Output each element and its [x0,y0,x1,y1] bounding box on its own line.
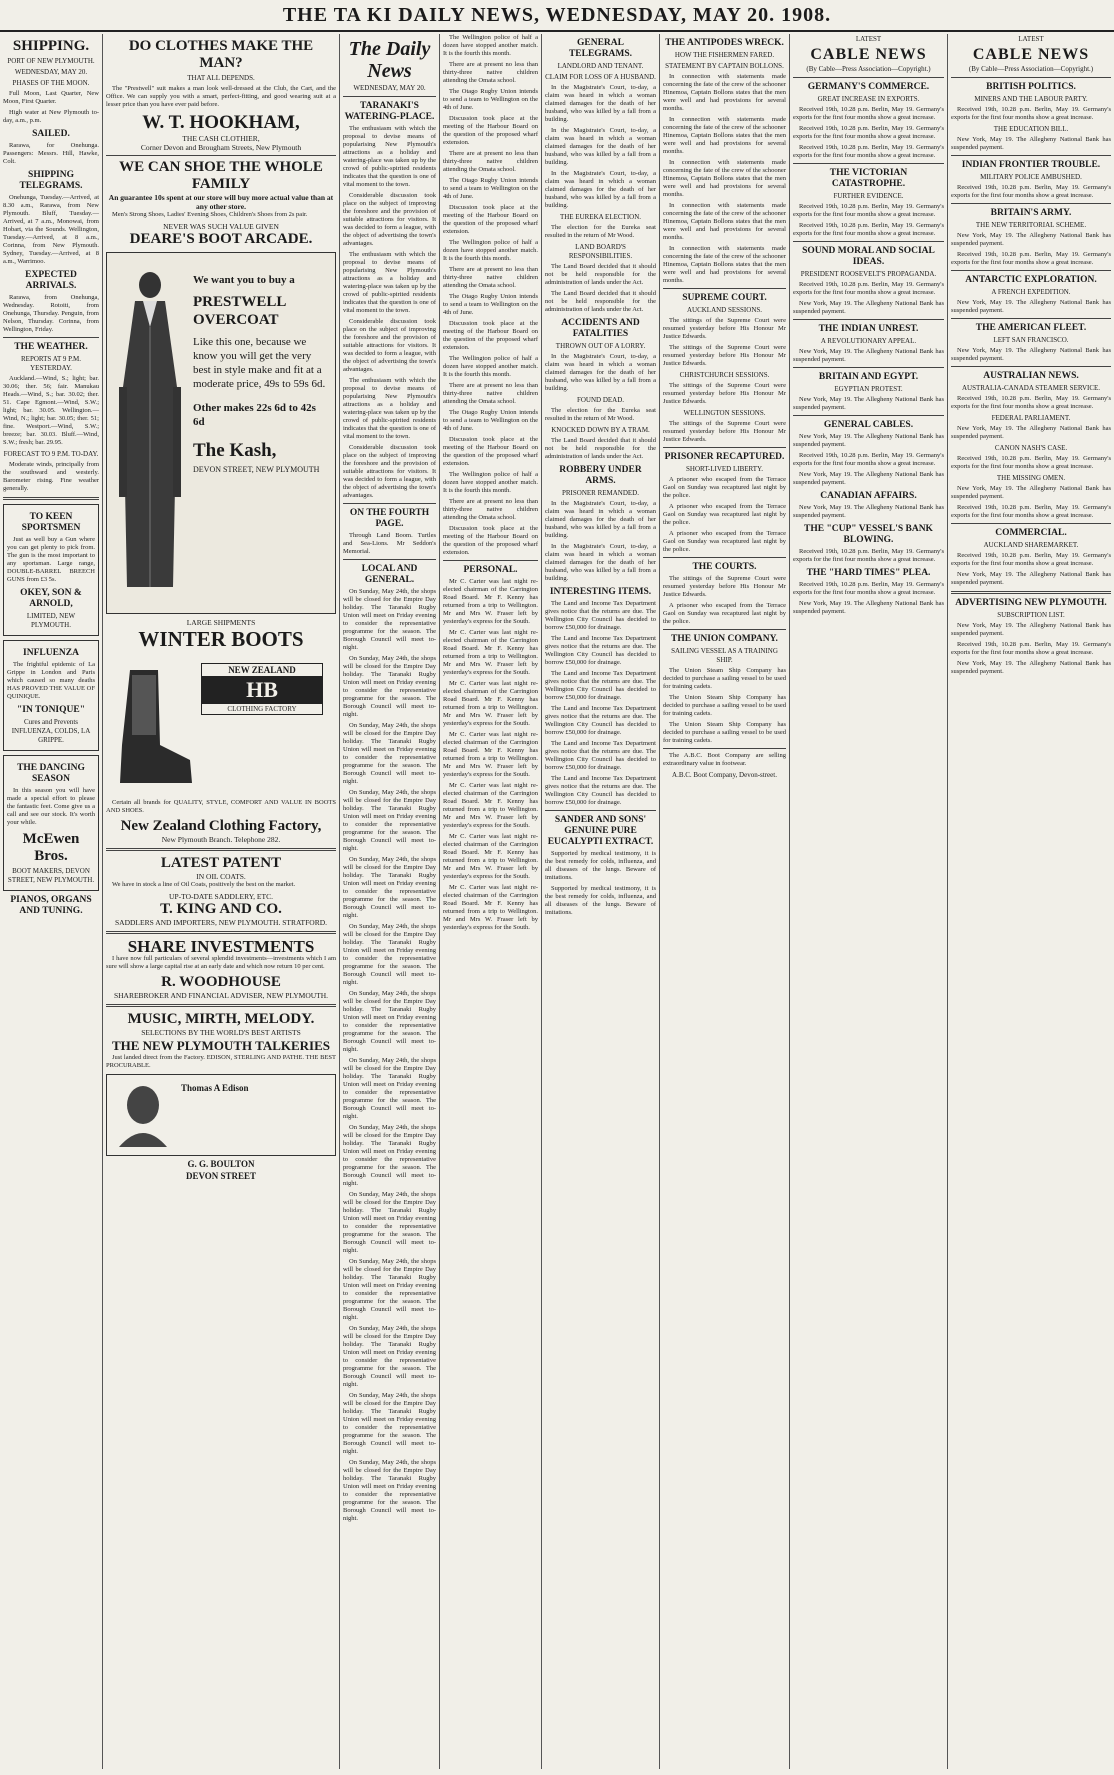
egypt-text: New York, May 19. The Allegheny National Bank has suspended payment. [793,396,944,411]
landlord-sub: CLAIM FOR LOSS OF A HUSBAND. [545,73,656,81]
col4-text-4d: Discussion took place at the meeting of the Harbour Board on the question of the proposed wharf extension. [443,436,538,467]
knocked-heading: KNOCKED DOWN BY A TRAM. [551,426,650,434]
boots-title: WINTER BOOTS [138,627,304,651]
clothes-title: DO CLOTHES MAKE THE MAN? [128,38,314,71]
advertising-text-c: New York, May 19. The Allegheny National Bank has suspended payment. [951,660,1111,675]
weather-heading: THE WEATHER. [14,342,88,352]
land-board-text: The Land Board decided that it should not be held responsible for the administration of lands under the Act. [545,263,656,286]
antipodes-text-e: In connection with statements made concerning the fate of the crew of the schooner Hinemoa, Captain Bollons states that the men were well and had provisions for several months. [663,245,786,284]
talkeries-text: Just landed direct from the Factory. EDISON, STERLING AND PATHE. THE BEST PROCURABLE. [106,1054,336,1069]
personal-text-d: Mr C. Carter was last night re-elected chairman of the Carrington Road Board. Mr F. Kenny has returned from a trip to Wellington. Mr and Mrs W. Fraser left by yesterday's express for the South. [443,731,538,778]
christchurch-heading: CHRISTCHURCH SESSIONS. [679,371,770,379]
federal-text: New York, May 19. The Allegheny National Bank has suspended payment. [951,425,1111,440]
missing-text: New York, May 19. The Allegheny National Bank has suspended payment. [951,485,1111,500]
col4-text-top-d: The Wellington police of half a dozen have stopped another match. It is the fourth this month. [443,471,538,494]
missing-text-b: Received 19th, 10.28 p.m. Berlin, May 19. Germany's exports for the first four months show a great increase. [951,504,1111,519]
music-sub: SELECTIONS BY THE WORLD'S BEST ARTISTS [141,1028,301,1037]
hard-times-text: Received 19th, 10.28 p.m. Berlin, May 19. Germany's exports for the first four months show a great increase. [793,581,944,596]
weather-sub: REPORTS AT 9 P.M. YESTERDAY. [21,355,81,372]
boots-intro: LARGE SHIPMENTS [186,618,256,627]
commercial-sub: AUCKLAND SHAREMARKET. [983,541,1079,549]
col4-text-4: Discussion took place at the meeting of the Harbour Board on the question of the proposed wharf extension. [443,115,538,146]
col4-text-4b: Discussion took place at the meeting of the Harbour Board on the question of the proposed wharf extension. [443,204,538,235]
army-heading: BRITAIN'S ARMY. [990,208,1072,218]
influenza-text: The frightful epidemic of La Grippe in London and Paris which caused so many deaths HAS PROVED THE VALUE OF QUINIQUE. [7,661,95,700]
local-text-g: On Sunday, May 24th, the shops will be closed for the Empire Day holiday. The Taranaki Rugby Union will meet on Friday evening to consider the representative programme for the season. The Borough Council will meet to-night. [343,990,436,1053]
commercial-heading: COMMERCIAL. [995,528,1067,538]
boots-text: Certain all brands for QUALITY, STYLE, COMFORT AND VALUE IN BOOTS AND SHOES. [106,799,336,814]
talkeries-title: THE NEW PLYMOUTH TALKERIES [111,1038,331,1053]
christchurch-text: The sittings of the Supreme Court were resumed yesterday before His Honour Mr Justice Edwards. [663,382,786,405]
antipodes-text-b: In connection with statements made concerning the fate of the crew of the schooner Hinemoa, Captain Bollons states that the men were well and had provisions for several months. [663,116,786,155]
fleet-text: New York, May 19. The Allegheny National Bank has suspended payment. [951,347,1111,362]
sportsmen-title: TO KEEN SPORTSMEN [21,512,81,533]
expected-text: Rarawa, from Onehunga, Wednesday. Rotoiti, from Onehunga, Thursday. Penguin, from Nelson, Thursday. Corinna, from Wellington, Friday. [3,294,99,333]
supreme-text-b: The sittings of the Supreme Court were resumed yesterday before His Honour Mr Justice Edwards. [663,344,786,367]
col4-text-top: The Wellington police of half a dozen have stopped another match. It is the fourth this month. [443,34,538,57]
edison-signature: Thomas A Edison [181,1083,249,1093]
editorial-text-1b: The enthusiasm with which the proposal to devise means of popularising New Plymouth's attractions as a holiday and watering-place was taken up by the crowd of public-spirited residents indicates that the question is one of vital moment to the town. [343,251,436,314]
germany-sub: GREAT INCREASE IN EXPORTS. [817,95,920,103]
personal-text-g: Mr C. Carter was last night re-elected chairman of the Carrington Road Board. Mr F. Kenny has returned from a trip to Wellington. Mr and Mrs W. Fraser left by yesterday's express for the South. [443,884,538,931]
victorian-heading: THE VICTORIAN CATASTROPHE. [829,168,908,189]
col4-text-3b: The Otago Rugby Union intends to send a team to Wellington on the 4th of June. [443,177,538,200]
watering-place-heading: TARANAKI'S WATERING-PLACE. [344,101,435,122]
antipodes-text-c: In connection with statements made concerning the fate of the crew of the schooner Hinemoa, Captain Bollons states that the men were well and had provisions for several months. [663,159,786,198]
abc-text: The A.B.C. Boot Company are selling extraordinary value in footwear. [663,752,786,767]
antarctic-sub: A FRENCH EXPEDITION. [991,288,1071,296]
personal-text-f: Mr C. Carter was last night re-elected chairman of the Carrington Road Board. Mr F. Kenny has returned from a trip to Wellington. Mr and Mrs W. Fraser left by yesterday's express for the South. [443,833,538,880]
shoe-text: Men's Strong Shoes, Ladies' Evening Shoes, Children's Shoes from 2s pair. [112,211,308,218]
advertising-heading: ADVERTISING NEW PLYMOUTH. [955,598,1107,608]
shipping-heading: SHIPPING. [12,38,90,54]
army-sub: THE NEW TERRITORIAL SCHEME. [975,221,1087,229]
interesting-text-e: The Land and Income Tax Department gives notice that the returns are due. The Wellington City Council has decided to borrow £50,000 for drainage. [545,740,656,771]
masthead: THE TA KI DAILY NEWS, WEDNESDAY, MAY 20. 1908. [0,0,1114,32]
hb-top: NEW ZEALAND [228,665,296,675]
interesting-text-b: The Land and Income Tax Department gives notice that the returns are due. The Wellington City Council has decided to borrow £50,000 for drainage. [545,635,656,666]
germany-text: Received 19th, 10.28 p.m. Berlin, May 19. Germany's exports for the first four months show a great increase. [793,106,944,121]
sound-heading: SOUND MORAL AND SOCIAL IDEAS. [802,246,935,267]
personal-text: Mr C. Carter was last night re-elected chairman of the Carrington Road Board. Mr F. Kenny has returned from a trip to Wellington. Mr and Mrs W. Fraser left by yesterday's express for the South. [443,578,538,625]
expected-heading: EXPECTED ARRIVALS. [25,270,77,291]
prisoner-sub: SHORT-LIVED LIBERTY. [686,465,763,473]
knocked-text: The Land Board decided that it should not be held responsible for the administration of lands under the Act. [545,437,656,460]
general-telegrams-heading: GENERAL TELEGRAMS. [568,38,633,59]
column-8 [948,34,1114,1769]
shoe-sub: An guarantee 10s spent at our store will buy more actual value than at any other store. [108,193,334,211]
army-text-b: Received 19th, 10.28 p.m. Berlin, May 19. Germany's exports for the first four months show a great increase. [951,251,1111,266]
interesting-heading: INTERESTING ITEMS. [549,587,652,597]
commercial-text-b: New York, May 19. The Allegheny National Bank has suspended payment. [951,571,1111,586]
sailed-text: Rarawa, for Onehunga. Passengers: Messrs. Hill, Hawke, Colt. [3,142,99,165]
landlord-text: In the Magistrate's Court, to-day, a claim was heard in which a woman claimed damages for the death of her husband, who was killed by a fall from a building. [545,84,656,123]
col4-text-2e: There are at present no less than thirty-three native children attending the Omata school. [443,498,538,521]
germany-text-b: Received 19th, 10.28 p.m. Berlin, May 19. Germany's exports for the first four months show a great increase. [793,125,944,140]
interesting-text-f: The Land and Income Tax Department gives notice that the returns are due. The Wellington City Council has decided to borrow £50,000 for drainage. [545,775,656,806]
supreme-sub: AUCKLAND SESSIONS. [686,306,763,314]
cable-news-title-2: CABLE NEWS [972,46,1090,63]
col4-text-4e: Discussion took place at the meeting of the Harbour Board on the question of the proposed wharf extension. [443,525,538,556]
dancing-text: In this season you will have made a special effort to please the fantastic feet. Come give us a call and see our stock. It's worth your while. [7,787,95,826]
land-board-heading: LAND BOARD'S RESPONSIBILITIES. [568,243,633,260]
editorial-date: WEDNESDAY, MAY 20. [353,84,426,92]
personal-text-e: Mr C. Carter was last night re-elected chairman of the Carrington Road Board. Mr F. Kenny has returned from a trip to Wellington. Mr and Mrs W. Fraser left by yesterday's express for the South. [443,782,538,829]
column-5 [542,34,660,1769]
boulton-name: G. G. BOULTON [187,1159,255,1169]
frontier-text: Received 19th, 10.28 p.m. Berlin, May 19. Germany's exports for the first four months show a great increase. [951,184,1111,199]
port-heading: PORT OF NEW PLYMOUTH. [7,57,95,65]
patent-text: We have in stock a line of Oil Coats, positively the best on the market. [112,881,296,888]
frontier-heading: INDIAN FRONTIER TROUBLE. [961,160,1101,170]
mcewen-sub: BOOT MAKERS, DEVON STREET, NEW PLYMOUTH. [7,867,95,884]
editorial-text-2: Considerable discussion took place on the subject of improving the foreshore and the provision of suitable attractions for visitors. It was decided to form a league, with the object of advertising the town's advantages. [343,192,436,247]
indian-sub: A REVOLUTIONARY APPEAL. [820,337,917,345]
prisoner-text-b: A prisoner who escaped from the Terrace Gaol on Sunday was recaptured last night by the police. [663,503,786,526]
kash-name: The Kash, [193,440,277,461]
canon-text: Received 19th, 10.28 p.m. Berlin, May 19. Germany's exports for the first four months show a great increase. [951,455,1111,470]
sound-text: Received 19th, 10.28 p.m. Berlin, May 19. Germany's exports for the first four months show a great increase. [793,281,944,296]
telegrams-text: Onehunga, Tuesday.—Arrived, at 8.30 a.m., Rarawa, from New Plymouth. Bluff, Tuesday.—Arrived, at 7 a.m., Monowai, from Hobart, via the Sounds. Wellington, Tuesday.—Arrived, at 8 a.m., Corinna, from New Plymouth. Sydney, Tuesday.—Arrived, at 8 a.m., Warrimoo. [3,194,99,265]
robbery-sub: PRISONER REMANDED. [561,489,639,497]
influenza-title: INFLUENZA [23,648,79,658]
woodhouse-sub: SHAREBROKER AND FINANCIAL ADVISER, NEW PLYMOUTH. [113,991,329,1000]
antipodes-text: In connection with statements made concerning the fate of the crew of the schooner Hinemoa, Captain Bollons states that the men were well and had provisions for several months. [663,73,786,112]
canadian-heading: CANADIAN AFFAIRS. [820,491,917,501]
editorial-text-1: The enthusiasm with which the proposal to devise means of popularising New Plymouth's attractions as a holiday and watering-place was taken up by the crowd of public-spirited residents indicates that the question is one of vital moment to the town. [343,125,436,188]
indian-text: New York, May 19. The Allegheny National Bank has suspended payment. [793,348,944,363]
local-text: On Sunday, May 24th, the shops will be closed for the Empire Day holiday. The Taranaki Rugby Union will meet on Friday evening to consider the representative programme for the season. The Borough Council will meet to-night. [343,588,436,651]
local-text-b: On Sunday, May 24th, the shops will be closed for the Empire Day holiday. The Taranaki Rugby Union will meet on Friday evening to consider the representative programme for the season. The Borough Council will meet to-night. [343,655,436,718]
column-6 [660,34,790,1769]
cable-sub-2: (By Cable—Press Association—Copyright.) [968,65,1094,73]
local-text-i: On Sunday, May 24th, the shops will be closed for the Empire Day holiday. The Taranaki Rugby Union will meet on Friday evening to consider the representative programme for the season. The Borough Council will meet to-night. [343,1124,436,1187]
prisoner-heading: PRISONER RECAPTURED. [664,452,785,462]
col4-text-2c: There are at present no less than thirty-three native children attending the Omata school. [443,266,538,289]
army-text: New York, May 19. The Allegheny National Bank has suspended payment. [951,232,1111,247]
courts-heading: THE COURTS. [692,562,757,572]
hookham-address: Corner Devon and Brougham Streets, New Plymouth [140,143,302,152]
prisoner-text-c: A prisoner who escaped from the Terrace Gaol on Sunday was recaptured last night by the police. [663,530,786,553]
local-text-c: On Sunday, May 24th, the shops will be closed for the Empire Day holiday. The Taranaki Rugby Union will meet on Friday evening to consider the representative programme for the season. The Borough Council will meet to-night. [343,722,436,785]
overcoat-copy [193,273,329,477]
date-line: WEDNESDAY, MAY 20. [14,68,88,76]
landlord-text-b: In the Magistrate's Court, to-day, a claim was heard in which a woman claimed damages for the death of her husband, who was killed by a fall from a building. [545,127,656,166]
prisoner-text: A prisoner who escaped from the Terrace Gaol on Sunday was recaptured last night by the police. [663,476,786,499]
canadian-text: New York, May 19. The Allegheny National Bank has suspended payment. [793,504,944,519]
hard-times-heading: THE "HARD TIMES" PLEA. [806,568,931,578]
forecast-heading: FORECAST TO 9 P.M. TO-DAY. [3,450,99,458]
okey-name: OKEY, SON & ARNOLD, [20,588,82,609]
local-text-m: On Sunday, May 24th, the shops will be closed for the Empire Day holiday. The Taranaki Rugby Union will meet on Friday evening to consider the representative programme for the season. The Borough Council will meet to-night. [343,1392,436,1455]
saddlery-line: UP-TO-DATE SADDLERY, ETC. [169,892,273,901]
patent-sub: IN OIL COATS. [196,872,246,881]
share-title: SHARE INVESTMENTS [127,937,315,956]
education-heading: THE EDUCATION BILL. [993,125,1069,133]
overcoat-ad [106,252,336,614]
eureka-heading: THE EUREKA ELECTION. [559,213,642,221]
supreme-heading: SUPREME COURT. [682,293,767,303]
indian-heading: THE INDIAN UNREST. [818,324,919,334]
local-text-e: On Sunday, May 24th, the shops will be closed for the Empire Day holiday. The Taranaki Rugby Union will meet on Friday evening to consider the representative programme for the season. The Borough Council will meet to-night. [343,856,436,919]
robbery-heading: ROBBERY UNDER ARMS. [559,465,642,486]
australian-heading: AUSTRALIAN NEWS. [983,371,1079,381]
interesting-text: The Land and Income Tax Department gives notice that the returns are due. The Wellington City Council has decided to borrow £50,000 for drainage. [545,600,656,631]
general-cables-text: New York, May 19. The Allegheny National Bank has suspended payment. [793,433,944,448]
union-text-b: The Union Steam Ship Company has decided to purchase a sailing vessel to be used for training cadets. [663,694,786,717]
courts-text-b: A prisoner who escaped from the Terrace Gaol on Sunday was recaptured last night by the police. [663,602,786,625]
accidents-heading: ACCIDENTS AND FATALITIES [561,318,640,339]
overcoat-line-2: PRESTWELL OVERCOAT [193,294,286,328]
cup-heading: THE "CUP" VESSEL'S BANK BLOWING. [804,524,933,545]
boots-ad [106,655,336,795]
sander-text: Supported by medical testimony, it is the best remedy for colds, influenza, and all diseases of the lungs. Beware of imitations. [545,850,656,881]
daily-news-title: The Daily News [348,38,431,82]
latest-label-2: LATEST [1018,35,1044,43]
wellington-text: The sittings of the Supreme Court were resumed yesterday before His Honour Mr Justice Edwards. [663,420,786,443]
advertising-sub: SUBSCRIPTION LIST. [997,611,1065,619]
col4-text-top-b: The Wellington police of half a dozen have stopped another match. It is the fourth this month. [443,239,538,262]
personal-text-c: Mr C. Carter was last night re-elected chairman of the Carrington Road Board. Mr F. Kenny has returned from a trip to Wellington. Mr and Mrs W. Fraser left by yesterday's express for the South. [443,680,538,727]
abc-dept: A.B.C. Boot Company, Devon-street. [672,771,777,779]
local-text-k: On Sunday, May 24th, the shops will be closed for the Empire Day holiday. The Taranaki Rugby Union will meet on Friday evening to consider the representative programme for the season. The Borough Council will meet to-night. [343,1258,436,1321]
column-1 [0,34,103,1769]
wellington-heading: WELLINGTON SESSIONS. [683,409,766,417]
frontier-sub: MILITARY POLICE AMBUSHED. [980,173,1082,181]
cable-sub: (By Cable—Press Association—Copyright.) [806,65,931,73]
col4-text-2d: There are at present no less than thirty-three native children attending the Omata school. [443,382,538,405]
canon-heading: CANON NASH'S CASE. [994,444,1068,452]
patent-title: LATEST PATENT [160,855,282,871]
sportsmen-ad [3,504,99,636]
british-heading: BRITISH POLITICS. [986,82,1076,92]
edison-portrait-icon [113,1081,173,1147]
dancing-ad [3,755,99,891]
fourth-page-text: Through Land Boom. Turtles and Sea-Lions. Mr Seddon's Memorial. [343,532,436,555]
fleet-sub: LEFT SAN FRANCISCO. [993,336,1069,344]
editorial-text-2c: Considerable discussion took place on the subject of improving the foreshore and the provision of suitable attractions for visitors. It was decided to form a league, with the object of advertising the town's advantages. [343,444,436,499]
advertising-text: New York, May 19. The Allegheny National Bank has suspended payment. [951,622,1111,637]
col4-text-top-c: The Wellington police of half a dozen have stopped another match. It is the fourth this month. [443,355,538,378]
editorial-text-1c: The enthusiasm with which the proposal to devise means of popularising New Plymouth's attractions as a holiday and watering-place was taken up by the crowd of public-spirited residents indicates that the question is one of vital moment to the town. [343,377,436,440]
woodhouse-name: R. WOODHOUSE [161,974,281,990]
col4-text-3: The Otago Rugby Union intends to send a team to Wellington on the 4th of June. [443,88,538,111]
commercial-text: Received 19th, 10.28 p.m. Berlin, May 19. Germany's exports for the first four months show a great increase. [951,552,1111,567]
cup-text: Received 19th, 10.28 p.m. Berlin, May 19. Germany's exports for the first four months show a great increase. [793,548,944,563]
tonique-sub: Cures and Prevents INFLUENZA, COLDS, LA GRIPPE. [11,718,91,744]
egypt-heading: BRITAIN AND EGYPT. [818,372,919,382]
british-sub: MINERS AND THE LABOUR PARTY. [974,95,1088,103]
sander-heading: SANDER AND SONS' GENUINE PURE EUCALYPTI EXTRACT. [547,815,654,847]
latest-label: LATEST [855,35,882,43]
robbery-text-b: In the Magistrate's Court, to-day, a claim was heard in which a woman claimed damages for the death of her husband, who was killed by a fall from a building. [545,543,656,582]
pianos-heading: PIANOS, ORGANS AND TUNING. [10,895,92,916]
antipodes-sub: HOW THE FISHERMEN FARED. [674,51,775,59]
local-text-f: On Sunday, May 24th, the shops will be closed for the Empire Day holiday. The Taranaki Rugby Union will meet on Friday evening to consider the representative programme for the season. The Borough Council will meet to-night. [343,923,436,986]
landlord-heading: LANDLORD AND TENANT. [557,62,644,70]
hb-brand-logo [201,663,323,715]
moon-text: Full Moon, Last Quarter, New Moon, First Quarter. [3,90,99,105]
accidents-text: In the Magistrate's Court, to-day, a claim was heard in which a woman claimed damages for the death of her husband, who was killed by a fall from a building. [545,353,656,392]
overcoat-line-1: We want you to buy a [193,274,295,286]
influenza-ad [3,640,99,751]
devon-street: DEVON STREET [185,1171,257,1181]
antipodes-sub2: STATEMENT BY CAPTAIN BOLLONS. [665,62,784,70]
hard-times-text-b: New York, May 19. The Allegheny National Bank has suspended payment. [793,600,944,615]
personal-text-b: Mr C. Carter was last night re-elected chairman of the Carrington Road Board. Mr F. Kenny has returned from a trip to Wellington. Mr and Mrs W. Fraser left by yesterday's express for the South. [443,629,538,676]
mcewen-name: McEwen Bros. [22,831,80,864]
found-dead-heading: FOUND DEAD. [576,396,625,404]
robbery-text: In the Magistrate's Court, to-day, a claim was heard in which a woman claimed damages for the death of her husband, who was killed by a fall from a building. [545,500,656,539]
union-sub: SAILING VESSEL AS A TRAINING SHIP. [671,647,778,664]
general-cables-heading: GENERAL CABLES. [823,420,914,430]
col4-text-4c: Discussion took place at the meeting of the Harbour Board on the question of the proposed wharf extension. [443,320,538,351]
deare-name: DEARE'S BOOT ARCADE. [129,231,313,247]
federal-heading: FEDERAL PARLIAMENT. [991,414,1071,422]
local-text-l: On Sunday, May 24th, the shops will be closed for the Empire Day holiday. The Taranaki Rugby Union will meet on Friday evening to consider the representative programme for the season. The Borough Council will meet to-night. [343,1325,436,1388]
missing-heading: THE MISSING OMEN. [996,474,1066,482]
col4-text-2b: There are at present no less than thirty-three native children attending the Omata school. [443,150,538,173]
overcoat-line-4: Other makes 22s 6d to 42s 6d [193,402,316,428]
sander-text-b: Supported by medical testimony, it is the best remedy for colds, influenza, and all diseases of the lungs. Beware of imitations. [545,885,656,916]
eureka-text: The election for the Eureka seat resulted in the return of Mr Wood. [545,224,656,239]
germany-heading: GERMANY'S COMMERCE. [807,82,930,92]
local-text-n: On Sunday, May 24th, the shops will be closed for the Empire Day holiday. The Taranaki Rugby Union will meet on Friday evening to consider the representative programme for the season. The Borough Council will meet to-night. [343,1459,436,1522]
found-dead-text: The election for the Eureka seat resulted in the return of Mr Wood. [545,407,656,422]
local-text-j: On Sunday, May 24th, the shops will be closed for the Empire Day holiday. The Taranaki Rugby Union will meet on Friday evening to consider the representative programme for the season. The Borough Council will meet to-night. [343,1191,436,1254]
antarctic-heading: ANTARCTIC EXPLORATION. [965,275,1097,285]
australian-text: Received 19th, 10.28 p.m. Berlin, May 19. Germany's exports for the first four months show a great increase. [951,395,1111,410]
high-water-text: High water at New Plymouth to-day, a.m., p.m. [3,109,99,124]
clothes-text: The "Prestwell" suit makes a man look well-dressed at the Club, the Cart, and the Office. We can supply you with a smart, perfect-fitting, and good wearing suit at a lesser price than you have ever paid before. [106,85,336,108]
landlord-text-c: In the Magistrate's Court, to-day, a claim was heard in which a woman claimed damages for the death of her husband, who was killed by a fall from a building. [545,170,656,209]
shoe-title: WE CAN SHOE THE WHOLE FAMILY [119,159,323,192]
clothes-sub: THAT ALL DEPENDS. [187,74,255,82]
editorial-text-2b: Considerable discussion took place on the subject of improving the foreshore and the provision of suitable attractions for visitors. It was decided to form a league, with the object of advertising the town's advantages. [343,318,436,373]
forecast-text: Moderate winds, principally from the southward and westerly. Barometer rising. Fine weather generally. [3,461,99,492]
telegrams-heading: SHIPPING TELEGRAMS. [19,170,83,191]
hb-bottom: CLOTHING FACTORY [227,705,297,713]
kash-sub: DEVON STREET, NEW PLYMOUTH [193,465,320,474]
victorian-sub: FURTHER EVIDENCE. [833,192,904,200]
col4-text-3d: The Otago Rugby Union intends to send a team to Wellington on the 4th of June. [443,409,538,432]
nzcf-name: New Zealand Clothing Factory, [120,818,322,834]
local-general-heading: LOCAL AND GENERAL. [361,564,418,585]
overcoat-line-3: Like this one, because we know you will get the very best in style make and fit at a moderate price, 49s to 59s 6d. [193,336,326,390]
courts-text: The sittings of the Supreme Court were resumed yesterday before His Honour Mr Justice Edwards. [663,575,786,598]
column-2 [103,34,340,1769]
land-board-text-b: The Land Board decided that it should not be held responsible for the administration of lands under the Act. [545,290,656,313]
fleet-heading: THE AMERICAN FLEET. [975,323,1087,333]
local-text-d: On Sunday, May 24th, the shops will be closed for the Empire Day holiday. The Taranaki Rugby Union will meet on Friday evening to consider the representative programme for the season. The Borough Council will meet to-night. [343,789,436,852]
sailed-heading: SAILED. [32,129,70,139]
roosevelt-sub: PRESIDENT ROOSEVELT'S PROPAGANDA. [800,270,937,278]
australian-sub: AUSTRALIA-CANADA STEAMER SERVICE. [961,384,1101,392]
col4-text-3c: The Otago Rugby Union intends to send a team to Wellington on the 4th of June. [443,293,538,316]
general-cables-text-b: Received 19th, 10.28 p.m. Berlin, May 19. Germany's exports for the first four months show a great increase. [793,452,944,467]
column-3 [340,34,440,1769]
column-4 [440,34,542,1769]
interesting-text-d: The Land and Income Tax Department gives notice that the returns are due. The Wellington City Council has decided to borrow £50,000 for drainage. [545,705,656,736]
hookham-sub: THE CASH CLOTHIER, [182,134,260,143]
victorian-text: Received 19th, 10.28 p.m. Berlin, May 19. Germany's exports for the first four months show a great increase. [793,203,944,218]
thrown-heading: THROWN OUT OF A LORRY. [555,342,646,350]
sound-text-b: New York, May 19. The Allegheny National Bank has suspended payment. [793,300,944,315]
okey-sub: LIMITED, NEW PLYMOUTH. [26,612,76,629]
education-text: New York, May 19. The Allegheny National Bank has suspended payment. [951,136,1111,151]
union-text: The Union Steam Ship Company has decided to purchase a sailing vessel to be used for training cadets. [663,667,786,690]
share-text: I have now full particulars of several splendid investments—investments which I am sure will show a large capital rise at an early date and which now return 10 per cent. [106,955,336,970]
moon-heading: PHASES OF THE MOON. [12,79,90,87]
weather-text: Auckland.—Wind, S.; light; bar. 30.06; ther. 56; fair. Manukau Heads.—Wind, S.; bar. 30.02; ther. 51. Cape Egmont.—Wind, S.W.; light; bar. 30.05. Wellington.—Wind, N.; light; bar. 30.05; ther. 51; fine. Westport.—Wind, S.W.; breeze; bar. 30.03. Bluff.—Wind, S.W.; fresh; bar. 29.95. [3,375,99,446]
supreme-text: The sittings of the Supreme Court were resumed yesterday before His Honour Mr Justice Edwards. [663,317,786,340]
cable-news-title: CABLE NEWS [810,46,927,63]
fourth-page-heading: ON THE FOURTH PAGE. [349,508,430,529]
hb-mark: HB [202,676,322,704]
overcoat-illustration-icon [115,267,185,597]
egypt-sub: EGYPTIAN PROTEST. [834,385,903,393]
union-heading: THE UNION COMPANY. [671,634,778,644]
music-title: MUSIC, MIRTH, MELODY. [127,1011,315,1027]
column-7 [790,34,948,1769]
sportsmen-text: Just as well buy a Gun where you can get plenty to pick from. The gun is the most important to any sportsman. Large range, DOUBLE-BARREL BREECH GUNS from £3 5s. [7,536,95,583]
local-text-h: On Sunday, May 24th, the shops will be closed for the Empire Day holiday. The Taranaki Rugby Union will meet on Friday evening to consider the representative programme for the season. The Borough Council will meet to-night. [343,1057,436,1120]
victorian-text-b: Received 19th, 10.28 p.m. Berlin, May 19. Germany's exports for the first four months show a great increase. [793,222,944,237]
boot-illustration-icon [110,665,195,790]
antipodes-heading: THE ANTIPODES WRECK. [665,38,784,48]
germany-text-c: Received 19th, 10.28 p.m. Berlin, May 19. Germany's exports for the first four months show a great increase. [793,144,944,159]
shoe-never: NEVER WAS SUCH VALUE GIVEN [163,222,279,231]
antipodes-text-d: In connection with statements made concerning the fate of the crew of the schooner Hinemoa, Captain Bollons states that the men were well and had provisions for several months. [663,202,786,241]
antarctic-text: New York, May 19. The Allegheny National Bank has suspended payment. [951,299,1111,314]
general-cables-text-c: New York, May 19. The Allegheny National Bank has suspended payment. [793,471,944,486]
british-text: Received 19th, 10.28 p.m. Berlin, May 19. Germany's exports for the first four months show a great increase. [951,106,1111,121]
personal-heading: PERSONAL. [463,565,518,575]
col4-text-2: There are at present no less than thirty-three native children attending the Omata school. [443,61,538,84]
nzcf-sub: New Plymouth Branch. Telephone 282. [161,835,281,844]
tonique-title: "IN TONIQUE" [16,705,85,715]
edison-ad [106,1074,336,1156]
advertising-text-b: Received 19th, 10.28 p.m. Berlin, May 19. Germany's exports for the first four months show a great increase. [951,641,1111,656]
dancing-title: THE DANCING SEASON [17,763,85,784]
king-name: T. KING AND CO. [160,901,282,917]
interesting-text-c: The Land and Income Tax Department gives notice that the returns are due. The Wellington City Council has decided to borrow £50,000 for drainage. [545,670,656,701]
union-text-c: The Union Steam Ship Company has decided to purchase a sailing vessel to be used for training cadets. [663,721,786,744]
king-sub: SADDLERS AND IMPORTERS, NEW PLYMOUTH. STRATFORD. [114,918,328,927]
hookham-name: W. T. HOOKHAM, [142,112,300,133]
